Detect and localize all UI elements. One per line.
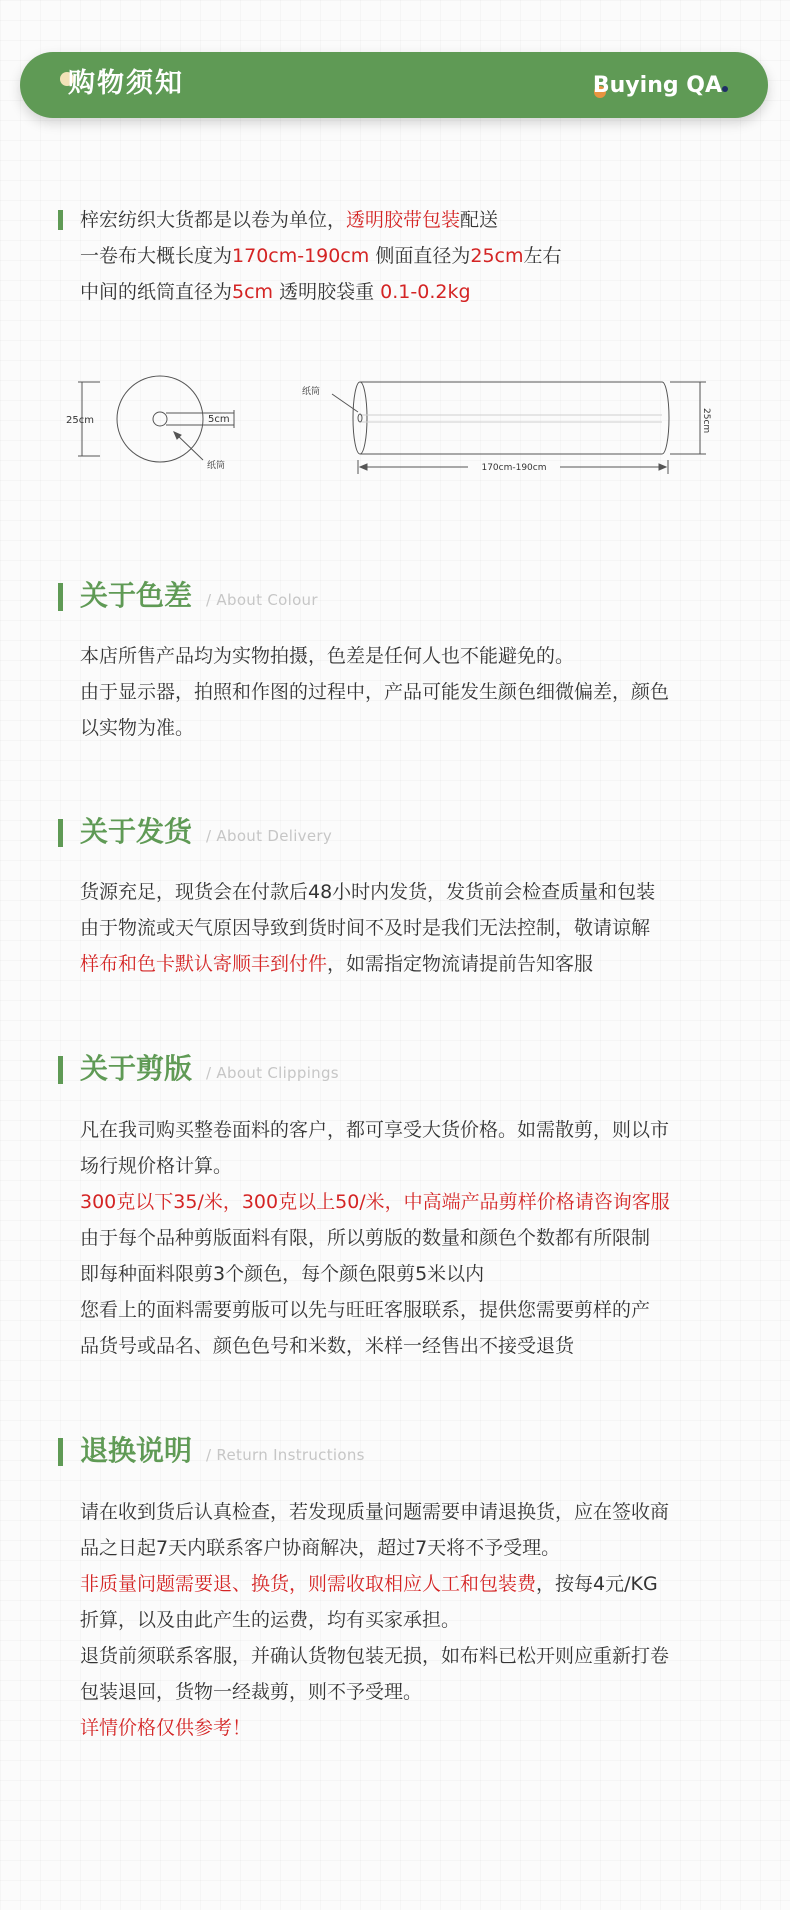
cylinder-left-end bbox=[353, 382, 367, 454]
section-marker bbox=[58, 210, 63, 230]
text-line bbox=[80, 1638, 740, 1674]
text-line bbox=[80, 946, 740, 982]
section-title-en: / Return Instructions bbox=[206, 1446, 365, 1464]
section-body-colour bbox=[80, 638, 740, 746]
text-line bbox=[80, 1602, 740, 1638]
core-circle bbox=[153, 412, 167, 426]
body-text: 货源充足，现货会在付款后48小时内发货，发货前会检查质量和包装 bbox=[80, 881, 656, 903]
fabric-roll-diagram bbox=[66, 370, 720, 480]
dimension-arrow bbox=[659, 464, 666, 470]
body-text: 品货号或品名、颜色色号和米数，米样一经售出不接受退货 bbox=[80, 1335, 575, 1357]
body-text: ，按每4元/KG bbox=[536, 1573, 658, 1595]
text-line bbox=[80, 1530, 740, 1566]
section-title-text: 关于色差 bbox=[80, 579, 193, 612]
highlight-text: 300克以下35/米，300克以上50/米，中高端产品剪样价格请咨询客服 bbox=[80, 1191, 670, 1213]
text-line bbox=[80, 202, 740, 238]
highlight-text: 0.1-0.2kg bbox=[380, 281, 471, 303]
body-text: 即每种面料限剪3个颜色，每个颜色限剪5米以内 bbox=[80, 1263, 485, 1285]
text-line bbox=[80, 638, 740, 674]
section-title-colour bbox=[80, 578, 318, 618]
section-title-en: / About Colour bbox=[206, 591, 318, 609]
section-title-en: / About Delivery bbox=[206, 827, 333, 845]
body-text: 梓宏纺织大货都是以卷为单位， bbox=[80, 209, 347, 231]
text-line bbox=[80, 1220, 740, 1256]
text-line bbox=[80, 910, 740, 946]
text-line bbox=[80, 1494, 740, 1530]
cylinder-right-end bbox=[662, 382, 669, 454]
text-line bbox=[80, 1328, 740, 1364]
body-text: 凡在我司购买整卷面料的客户，都可享受大货价格。如需散剪，则以市 bbox=[80, 1119, 670, 1141]
body-text: 您看上的面料需要剪版可以先与旺旺客服联系，提供您需要剪样的产 bbox=[80, 1299, 651, 1321]
text-line bbox=[80, 710, 740, 746]
section-title-text: 退换说明 bbox=[80, 1434, 193, 1467]
body-text: 场行规价格计算。 bbox=[80, 1155, 233, 1177]
text-line bbox=[80, 1112, 740, 1148]
text-line bbox=[80, 238, 740, 274]
section-body-delivery bbox=[80, 874, 740, 982]
highlight-text: 样布和色卡默认寄顺丰到付件 bbox=[80, 953, 328, 975]
intro-paragraph bbox=[80, 202, 740, 310]
body-text: 折算，以及由此产生的运费，均有买家承担。 bbox=[80, 1609, 461, 1631]
body-text: 左右 bbox=[523, 245, 562, 267]
section-body-clippings bbox=[80, 1112, 740, 1364]
text-line bbox=[80, 1184, 740, 1220]
text-line bbox=[80, 1148, 740, 1184]
highlight-text: 5cm bbox=[232, 281, 274, 303]
text-line bbox=[80, 874, 740, 910]
section-title-clippings bbox=[80, 1051, 339, 1091]
highlight-text: 详情价格仅供参考！ bbox=[80, 1717, 252, 1739]
body-text: 本店所售产品均为实物拍摄，色差是任何人也不能避免的。 bbox=[80, 645, 575, 667]
body-text: 品之日起7天内联系客户协商解决，超过7天将不予受理。 bbox=[80, 1537, 561, 1559]
section-title-en: / About Clippings bbox=[206, 1064, 339, 1082]
text-line bbox=[80, 274, 740, 310]
core-name-label: 纸筒 bbox=[207, 461, 226, 471]
text-line bbox=[80, 1292, 740, 1328]
body-text: 由于物流或天气原因导致到货时间不及时是我们无法控制，敬请谅解 bbox=[80, 917, 651, 939]
body-text: 侧面直径为 bbox=[369, 245, 471, 267]
length-label: 170cm-190cm bbox=[481, 463, 547, 473]
body-text: 包装退回，货物一经裁剪，则不予受理。 bbox=[80, 1681, 423, 1703]
section-title-delivery bbox=[80, 814, 332, 854]
text-line bbox=[80, 1674, 740, 1710]
body-text: 由于显示器，拍照和作图的过程中，产品可能发生颜色细微偏差，颜色 bbox=[80, 681, 670, 703]
highlight-text: 透明胶带包装 bbox=[346, 209, 461, 231]
section-title-returns bbox=[80, 1433, 365, 1473]
body-text: ，如需指定物流请提前告知客服 bbox=[327, 953, 594, 975]
dimension-arrow bbox=[360, 464, 367, 470]
text-line bbox=[80, 1566, 740, 1602]
body-text: 请在收到货后认真检查，若发现质量问题需要申请退换货，应在签收商 bbox=[80, 1501, 670, 1523]
body-text: 由于每个品种剪版面料有限，所以剪版的数量和颜色个数都有所限制 bbox=[80, 1227, 651, 1249]
section-marker bbox=[58, 819, 63, 847]
text-line bbox=[80, 1256, 740, 1292]
diameter-label: 25cm bbox=[66, 415, 94, 426]
core-label: 5cm bbox=[208, 414, 230, 425]
section-title-text: 关于剪版 bbox=[80, 1052, 193, 1085]
roll-end-circle bbox=[117, 376, 203, 462]
body-text: 透明胶袋重 bbox=[273, 281, 381, 303]
body-text: 一卷布大概长度为 bbox=[80, 245, 233, 267]
body-text: 以实物为准。 bbox=[80, 717, 195, 739]
section-marker bbox=[58, 1438, 63, 1466]
header-title: 购物须知 bbox=[68, 68, 184, 99]
section-marker bbox=[58, 583, 63, 611]
header-banner bbox=[20, 52, 768, 118]
highlight-text: 非质量问题需要退、换货，则需收取相应人工和包装费 bbox=[80, 1573, 537, 1595]
header-subtitle-en: Buying QA bbox=[592, 73, 722, 98]
body-text: 配送 bbox=[460, 209, 499, 231]
text-line bbox=[80, 674, 740, 710]
decorative-dot bbox=[722, 86, 728, 92]
highlight-text: 170cm-190cm bbox=[232, 245, 370, 267]
body-text: 退货前须联系客服，并确认货物包装无损，如布料已松开则应重新打卷 bbox=[80, 1645, 670, 1667]
section-marker bbox=[58, 1056, 63, 1084]
body-text: 中间的纸筒直径为 bbox=[80, 281, 233, 303]
text-line bbox=[80, 1710, 740, 1746]
section-title-text: 关于发货 bbox=[80, 815, 193, 848]
highlight-text: 25cm bbox=[470, 245, 524, 267]
section-body-returns bbox=[80, 1494, 740, 1746]
cylinder-diameter-label: 25cm bbox=[701, 408, 711, 434]
cylinder-core-label: 纸筒 bbox=[302, 387, 321, 397]
